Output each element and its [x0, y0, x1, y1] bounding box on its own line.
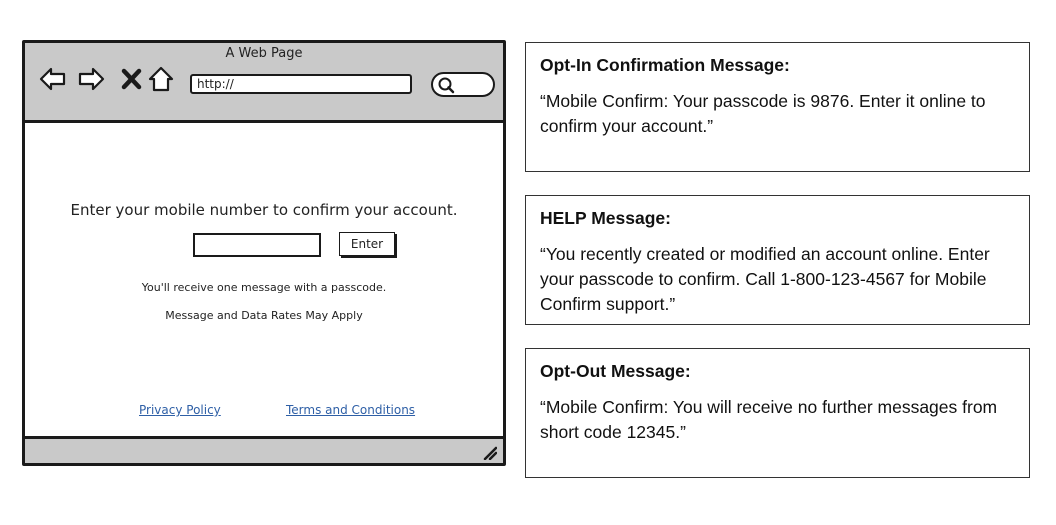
opt-in-text: “Mobile Confirm: Your passcode is 9876. Enter it online to confirm your account.”	[540, 91, 986, 136]
forward-arrow-icon[interactable]	[77, 65, 105, 93]
browser-window	[22, 40, 506, 466]
url-text: http://	[197, 77, 234, 91]
home-icon[interactable]	[147, 65, 175, 93]
help-message-box	[525, 195, 1030, 325]
search-icon	[437, 76, 455, 94]
passcode-note: You'll receive one message with a passcode.	[141, 281, 387, 294]
page-content	[25, 123, 503, 436]
resize-grip-icon[interactable]	[481, 444, 497, 460]
window-title: A Web Page	[225, 46, 303, 61]
browser-toolbar	[25, 43, 503, 123]
search-box[interactable]	[431, 72, 495, 97]
privacy-policy-link[interactable]: Privacy Policy	[139, 403, 221, 417]
confirm-prompt: Enter your mobile number to confirm your account.	[70, 201, 458, 219]
status-bar	[25, 436, 503, 463]
opt-in-message-box	[525, 42, 1030, 172]
rates-note: Message and Data Rates May Apply	[165, 309, 363, 322]
close-x-icon[interactable]	[118, 65, 146, 93]
enter-button[interactable]: Enter	[339, 232, 395, 256]
help-title: HELP Message:	[540, 208, 671, 228]
url-bar[interactable]	[190, 74, 412, 94]
opt-in-title: Opt-In Confirmation Message:	[540, 55, 790, 75]
opt-out-title: Opt-Out Message:	[540, 361, 691, 381]
opt-out-message-box	[525, 348, 1030, 478]
terms-conditions-link[interactable]: Terms and Conditions	[286, 403, 416, 417]
back-arrow-icon[interactable]	[39, 65, 67, 93]
mobile-number-input[interactable]	[193, 233, 321, 257]
help-text: “You recently created or modified an account online. Enter your passcode to confirm. Call 1-800-123-4567 for Mobile Confirm support.”	[540, 244, 990, 314]
opt-out-text: “Mobile Confirm: You will receive no further messages from short code 12345.”	[540, 397, 998, 442]
